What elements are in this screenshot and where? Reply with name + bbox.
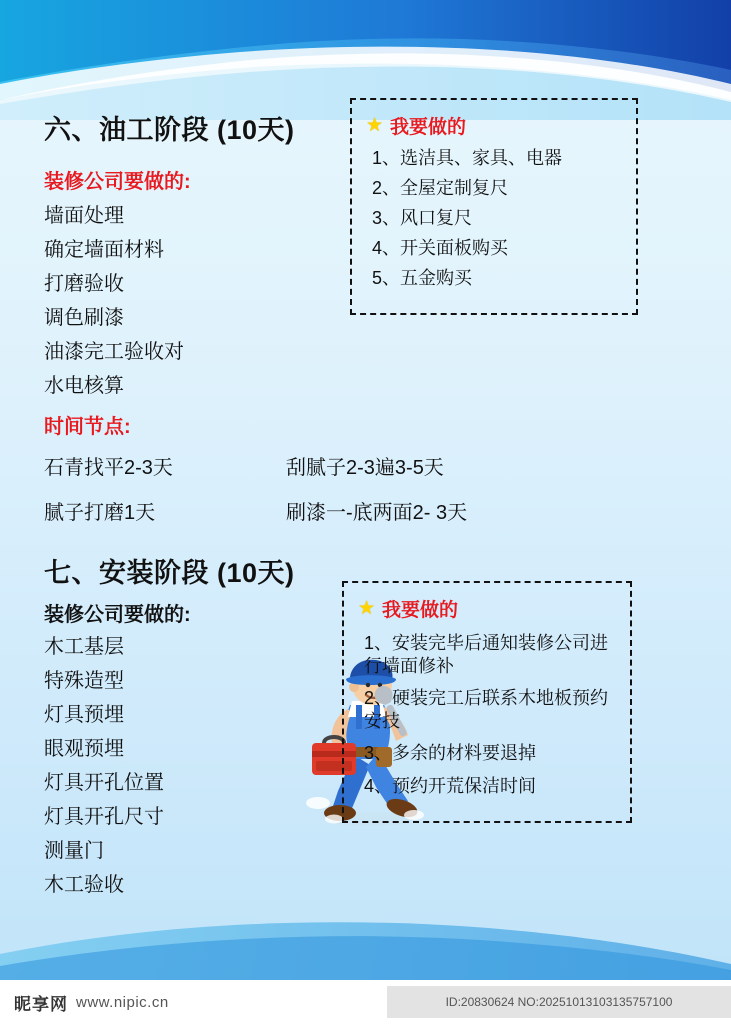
section-6-heading: 六、油工阶段 (10天) bbox=[44, 115, 295, 145]
list-item: 灯具预埋 bbox=[44, 704, 124, 726]
list-item: 特殊造型 bbox=[44, 670, 124, 692]
list-item: 木工基层 bbox=[44, 636, 124, 658]
list-item: 5、五金购买 bbox=[372, 268, 473, 288]
section-6-mytasks-title: 我要做的 bbox=[390, 117, 467, 138]
section-install-stage bbox=[44, 551, 687, 895]
section-7-company-column bbox=[44, 637, 294, 895]
timepoint-item: 石青找平2-3天 bbox=[44, 457, 173, 479]
list-item: 打磨验收 bbox=[44, 273, 124, 295]
list-item: 灯具开孔位置 bbox=[44, 772, 164, 794]
list-item: 灯具开孔尺寸 bbox=[44, 806, 164, 828]
section-6-mytasks-list bbox=[366, 149, 622, 287]
list-item: 3、风口复尺 bbox=[372, 208, 473, 228]
section-6-mytasks-box bbox=[350, 98, 638, 315]
site-logo[interactable] bbox=[14, 990, 169, 1015]
section-7-mytasks-list bbox=[358, 632, 616, 797]
section-6-mytasks-title-row bbox=[366, 112, 622, 139]
list-item: 1、安装完毕后通知装修公司进行墙面修补 bbox=[364, 633, 609, 676]
site-logo-text: 昵享网 bbox=[14, 994, 68, 1014]
timepoint-item: 刮腻子2-3遍3-5天 bbox=[286, 457, 444, 479]
section-7-mytasks-title-row bbox=[358, 595, 616, 622]
section-6-company-list bbox=[44, 206, 334, 396]
list-item: 眼观预埋 bbox=[44, 738, 124, 760]
list-item: 2、全屋定制复尺 bbox=[372, 178, 509, 198]
footer-bar bbox=[0, 980, 731, 1024]
star-icon: ★ bbox=[358, 598, 376, 619]
list-item: 确定墙面材料 bbox=[44, 239, 164, 261]
list-item: 木工验收 bbox=[44, 874, 124, 896]
list-item: 墙面处理 bbox=[44, 205, 124, 227]
section-6-company-label: 装修公司要做的: bbox=[44, 171, 191, 193]
section-6-company-column bbox=[44, 165, 334, 396]
image-id-badge: ID:20830624 NO:20251013103135757100 bbox=[387, 986, 731, 1018]
list-item: 4、预约开荒保洁时间 bbox=[364, 775, 537, 796]
list-item: 水电核算 bbox=[44, 375, 124, 397]
section-oil-stage bbox=[44, 108, 687, 541]
list-item: 调色刷漆 bbox=[44, 307, 124, 329]
section-7-mytasks-box bbox=[342, 581, 632, 823]
section-7-company-list bbox=[44, 637, 294, 895]
section-7-mytasks-title: 我要做的 bbox=[382, 600, 459, 621]
list-item: 3、多余的材料要退掉 bbox=[364, 743, 537, 763]
list-item: 测量门 bbox=[44, 840, 104, 862]
list-item: 4、开关面板购买 bbox=[372, 238, 509, 258]
section-7-company-label: 装修公司要做的: bbox=[44, 604, 191, 626]
section-6-timepoint-grid bbox=[44, 451, 687, 541]
poster-content bbox=[0, 108, 731, 909]
list-item: 1、选洁具、家具、电器 bbox=[372, 148, 563, 168]
list-item: 2、硬装完工后联系木地板预约安技 bbox=[364, 688, 609, 731]
timepoint-item: 腻子打磨1天 bbox=[44, 502, 156, 524]
bottom-wave-decoration bbox=[0, 910, 731, 980]
section-6-timepoints bbox=[44, 410, 687, 541]
section-7-heading: 七、安装阶段 (10天) bbox=[44, 558, 295, 588]
section-6-timepoint-label: 时间节点: bbox=[44, 416, 131, 438]
list-item: 油漆完工验收对 bbox=[44, 341, 184, 363]
site-url-text: www.nipic.cn bbox=[76, 993, 169, 1011]
star-icon: ★ bbox=[366, 115, 384, 136]
timepoint-item: 刷漆一-底两面2- 3天 bbox=[286, 502, 468, 524]
